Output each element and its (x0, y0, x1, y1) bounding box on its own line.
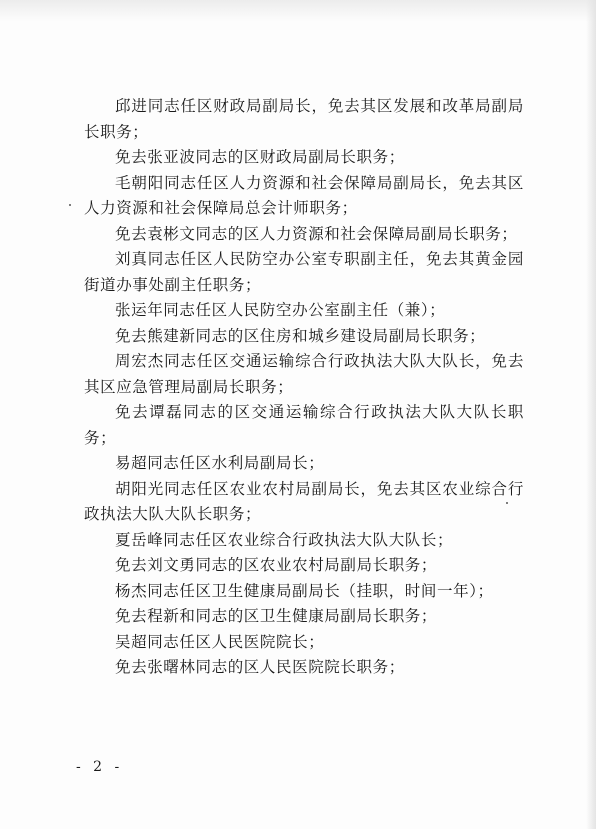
paragraph-removal-tan-lei: 免去谭磊同志的区交通运输综合行政执法大队大队长职务； (84, 403, 524, 447)
page-number: - 2 - (76, 759, 124, 775)
paragraph-appointment-hu-yangguang: 胡阳光同志任区农业农村局副局长，免去其区农业综合行政执法大队大队长职务； (84, 479, 524, 523)
paragraph-removal-cheng-xinhe: 免去程新和同志的区卫生健康局副局长职务； (115, 607, 438, 625)
document-body (84, 94, 524, 681)
paragraph-removal-zhang-shulin: 免去张曙林同志的区人民医院院长职务； (115, 658, 405, 676)
paragraph-appointment-yang-jie: 杨杰同志任区卫生健康局副局长（挂职，时间一年）； (115, 581, 494, 600)
paragraph-removal-liu-wenyong: 免去刘文勇同志的区农业农村局副局长职务； (115, 556, 438, 574)
scan-shadow-right (586, 0, 596, 829)
paragraph-appointment-zhang-yunnian: 张运年同志任区人民防空办公室副主任（兼）； (115, 301, 446, 319)
scan-speck (69, 204, 71, 206)
paragraph-appointment-xia-yuefeng: 夏岳峰同志任区农业综合行政执法大队大队长； (115, 530, 454, 549)
paragraph-appointment-zhou-hongjie: 周宏杰同志任区交通运输综合行政执法大队大队长，免去其区应急管理局副局长职务； (84, 352, 524, 396)
paragraph-appointment-qiu-jin: 邱进同志任区财政局副局长，免去其区发展和改革局副局长职务； (84, 97, 524, 141)
paragraph-removal-yuan-binwen: 免去袁彬文同志的区人力资源和社会保障局副局长职务； (115, 224, 518, 243)
paragraph-appointment-mao-chaoyang: 毛朝阳同志任区人力资源和社会保障局副局长，免去其区人力资源和社会保障局总会计师职务； (84, 173, 524, 217)
paragraph-appointment-wu-chao: 吴超同志任区人民医院院长； (115, 632, 325, 651)
scan-shadow-top (0, 0, 596, 22)
paragraph-removal-xiong-jianxin: 免去熊建新同志的区住房和城乡建设局副局长职务； (115, 326, 486, 345)
scan-speck (506, 502, 508, 504)
paragraph-appointment-liu-zhen: 刘真同志任区人民防空办公室专职副主任，免去其黄金园街道办事处副主任职务； (84, 250, 524, 294)
paragraph-appointment-yi-chao: 易超同志任区水利局副局长； (115, 454, 325, 472)
paragraph-removal-zhang-yabo: 免去张亚波同志的区财政局副局长职务； (115, 148, 405, 166)
